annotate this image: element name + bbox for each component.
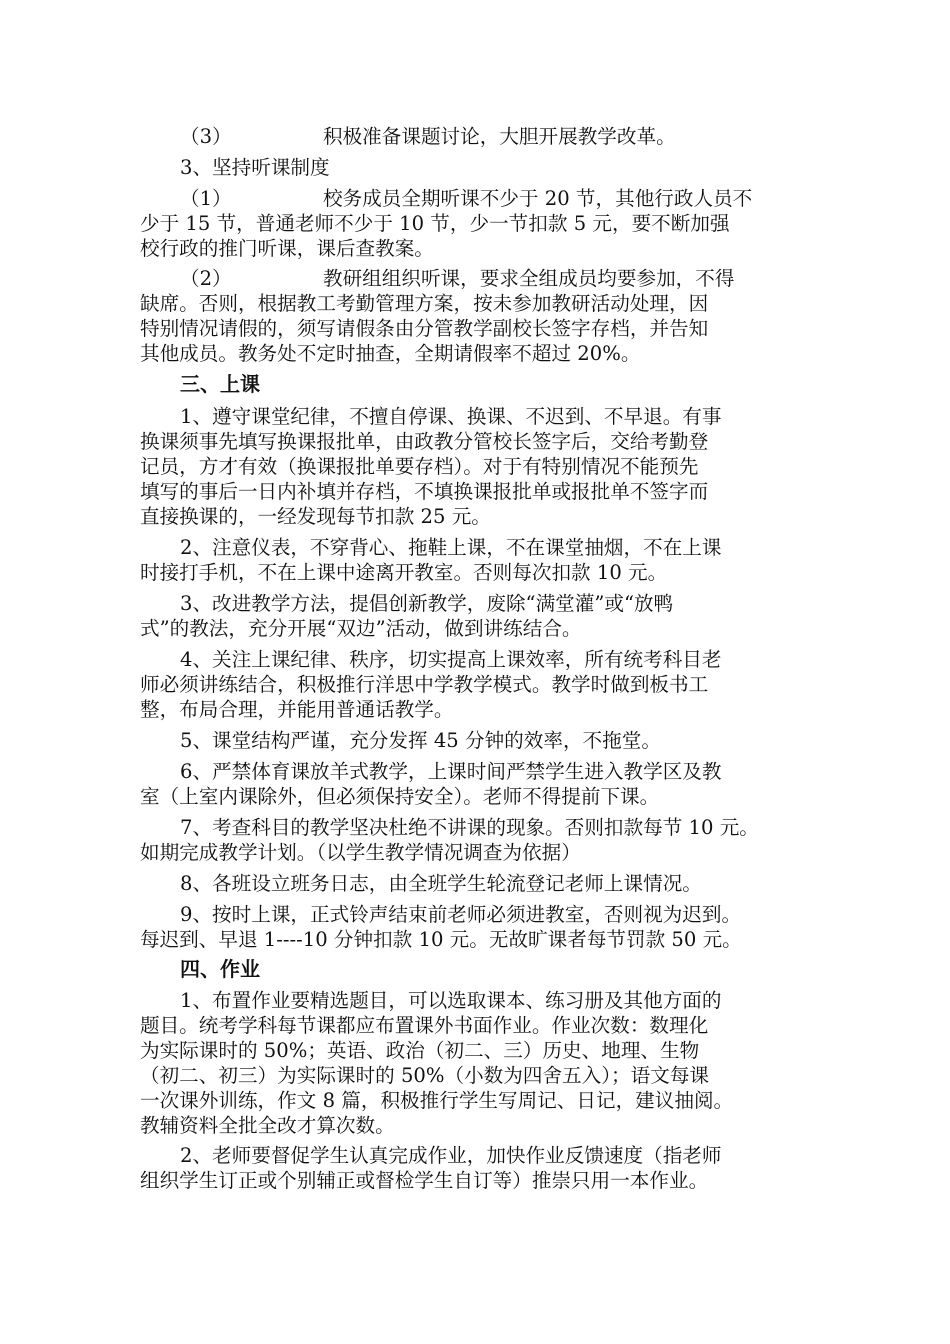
paragraph-line: 如期完成教学计划。（以学生教学情况调查为依据）: [140, 841, 581, 864]
paragraph-text: 3、坚持听课制度: [180, 156, 330, 179]
section-heading-listening: [140, 155, 830, 180]
paragraph-class-rule-4: [140, 647, 830, 722]
paragraph-line: 2、注意仪表，不穿背心、拖鞋上课，不在课堂抽烟，不在上课: [180, 536, 722, 559]
paragraph-line: 5、课堂结构严谨，充分发挥 45 分钟的效率，不拖堂。: [180, 729, 661, 752]
paragraph-line: 填写的事后一日内补填并存档，不填换课报批单或报批单不签字而: [140, 480, 709, 503]
paragraph-line: 2、老师要督促学生认真完成作业，加快作业反馈速度（指老师: [180, 1144, 722, 1167]
paragraph-line: 1、遵守课堂纪律，不擅自停课、换课、不迟到、不早退。有事: [180, 405, 722, 428]
item-number: （1）: [180, 187, 232, 210]
paragraph-line: [140, 124, 830, 149]
paragraph-line: 师必须讲练结合，积极推行洋思中学教学模式。教学时做到板书工: [140, 673, 709, 696]
paragraph-text: 其他成员。教务处不定时抽查，全期请假率不超过 20%。: [140, 342, 641, 365]
paragraph-line: 每迟到、早退 1----10 分钟扣款 10 元。无故旷课者每节罚款 50 元。: [140, 928, 742, 951]
paragraph-line: 时接打手机，不在上课中途离开教室。否则每次扣款 10 元。: [140, 561, 668, 584]
paragraph-class-rule-2: [140, 535, 830, 585]
paragraph-line: 室（上室内课除外，但必须保持安全）。老师不得提前下课。: [140, 785, 660, 808]
paragraph-text: 缺席。否则，根据教工考勤管理方案，按未参加教研活动处理，因: [140, 292, 709, 315]
paragraph-text: 校务成员全期听课不少于 20 节，其他行政人员不: [323, 187, 753, 210]
item-number: （3）: [180, 125, 232, 148]
paragraph-line: 式”的教法，充分开展“双边”活动，做到讲练结合。: [140, 617, 582, 640]
paragraph-line: [140, 266, 830, 291]
paragraph-line: 直接换课的，一经发现每节扣款 25 元。: [140, 505, 491, 528]
paragraph-line: 6、严禁体育课放羊式教学，上课时间严禁学生进入教学区及教: [180, 760, 722, 783]
paragraph-line: 8、各班设立班务日志，由全班学生轮流登记老师上课情况。: [180, 872, 702, 895]
section-heading-class: 三、上课: [180, 372, 260, 396]
item-number: （2）: [180, 267, 232, 290]
paragraph-line: 整，布局合理，并能用普通话教学。: [140, 698, 454, 721]
paragraph-line: 换课须事先填写换课报批单，由政教分管校长签字后，交给考勤登: [140, 430, 709, 453]
paragraph-homework-rule-2: [140, 1143, 830, 1193]
paragraph-item-1: [140, 186, 830, 261]
paragraph-line: 7、考查科目的教学坚决杜绝不讲课的现象。否则扣款每节 10 元。: [180, 816, 759, 839]
paragraph-text: 教研组组织听课，要求全组成员均要参加，不得: [323, 267, 735, 290]
paragraph-text: 特别情况请假的，须写请假条由分管教学副校长签字存档，并告知: [140, 317, 709, 340]
paragraph-line: 1、布置作业要精选题目，可以选取课本、练习册及其他方面的: [180, 989, 722, 1012]
paragraph-line: 9、按时上课，正式铃声结束前老师必须进教室，否则视为迟到。: [180, 903, 742, 926]
paragraph-line: [140, 186, 830, 211]
paragraph-class-rule-3: [140, 591, 830, 641]
paragraph-class-rule-8: [140, 871, 830, 896]
paragraph-class-rule-5: [140, 728, 830, 753]
paragraph-line: 题目。统考学科每节课都应布置课外书面作业。作业次数：数理化: [140, 1014, 709, 1037]
paragraph-line: 记员，方才有效（换课报批单要存档）。对于有特别情况不能预先: [140, 455, 699, 478]
paragraph-text: 校行政的推门听课，课后查教案。: [140, 237, 434, 260]
paragraph-line: 4、关注上课纪律、秩序，切实提高上课效率，所有统考科目老: [180, 648, 722, 671]
paragraph-line: 3、改进教学方法，提倡创新教学，废除“满堂灌”或“放鸭: [180, 592, 674, 615]
paragraph-homework-rule-1: [140, 988, 830, 1138]
paragraph-line: 为实际课时的 50%；英语、政治（初二、三）历史、地理、生物: [140, 1039, 700, 1062]
section-heading-homework: 四、作业: [180, 957, 260, 981]
paragraph-line: 组织学生订正或个别辅正或督检学生自订等）推崇只用一本作业。: [140, 1169, 709, 1192]
paragraph-text: 少于 15 节，普通老师不少于 10 节，少一节扣款 5 元，要不断加强: [140, 212, 730, 235]
paragraph-class-rule-1: [140, 404, 830, 529]
paragraph-class-rule-9: [140, 902, 830, 952]
paragraph-item-2: [140, 266, 830, 366]
paragraph-line: （初二、初三）为实际课时的 50%（小数为四舍五入）；语文每课: [140, 1064, 710, 1087]
paragraph-line: 教辅资料全批全改才算次数。: [140, 1114, 395, 1137]
paragraph-item-3: [140, 124, 830, 149]
paragraph-class-rule-7: [140, 815, 830, 865]
paragraph-line: 一次课外训练，作文 8 篇，积极推行学生写周记、日记，建议抽阅。: [140, 1089, 734, 1112]
paragraph-class-rule-6: [140, 759, 830, 809]
paragraph-text: 积极准备课题讨论，大胆开展教学改革。: [323, 125, 676, 148]
